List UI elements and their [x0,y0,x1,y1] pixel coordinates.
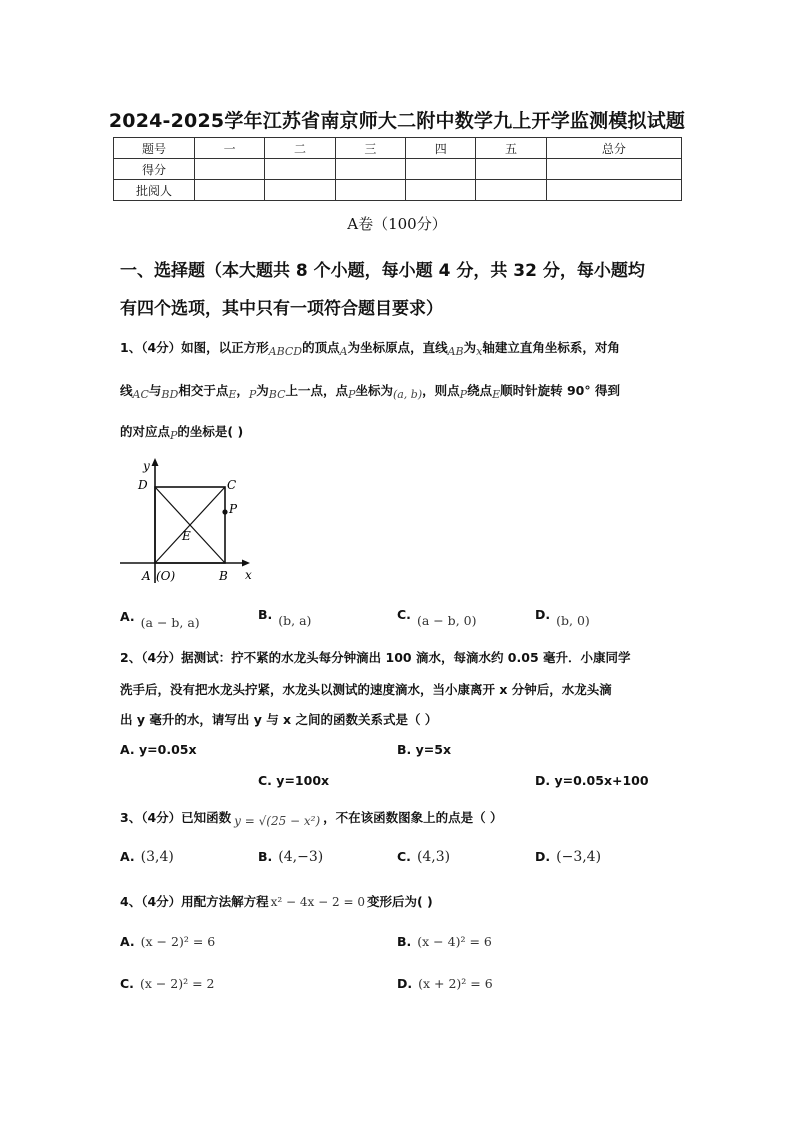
table-cell [265,180,335,201]
q3-text: 3、（4分）已知函数 [120,810,232,825]
score-table [113,137,682,201]
q3-formula: y = √(25 − x²) [234,814,321,828]
table-cell: 批阅人 [114,180,195,201]
q1-text: 的顶点 [302,340,340,355]
table-cell: 得分 [114,159,195,180]
q1-math: A [339,345,348,358]
option-value: (4,3) [416,849,451,865]
q2-line3: 出 y 毫升的水，请写出 y 与 x 之间的函数关系式是（ ） [120,712,438,727]
q3-line [120,808,503,828]
q1-math: P [170,429,178,442]
q1-text: 轴建立直角坐标系，对角 [482,340,620,355]
option-letter: B. [258,849,273,864]
q1-math: ABCD [268,345,303,358]
option-value: (a − b, a) [140,615,200,630]
q1-math: P [248,388,257,401]
table-cell: 三 [335,138,405,159]
score-table-header-row [114,138,682,159]
option-letter: A. [120,742,135,757]
q1-math: AC [132,388,149,401]
q2-option-b[interactable] [397,742,451,757]
option-letter: A. [120,849,135,864]
option-letter: D. [535,773,551,788]
option-letter: C. [120,976,134,991]
table-cell [406,159,476,180]
x-axis-arrow [242,560,250,567]
q1-option-d[interactable] [535,607,590,628]
label-b: B [219,569,228,583]
option-value: (4,−3) [278,849,324,865]
q3-text: ，不在该函数图象上的点是（ ） [323,810,503,825]
q1-line3 [120,422,243,442]
label-x: x [245,568,252,582]
q1-text: 1、（4分）如图，以正方形 [120,340,269,355]
option-letter: C. [397,849,411,864]
table-cell [335,180,405,201]
q1-text: 顺时针旋转 90° 得到 [500,383,620,398]
q1-text: ，则点 [422,383,460,398]
score-table-row [114,180,682,201]
exam-title: 2024-2025学年江苏省南京师大二附中数学九上开学监测模拟试题 [108,110,686,132]
q2-option-d[interactable] [535,773,649,788]
table-cell [546,180,681,201]
q1-text: 与 [148,383,162,398]
option-value: (x − 4)² = 6 [417,934,492,949]
q1-text: ， [236,383,249,398]
section-heading-line1: 一、选择题（本大题共 8 个小题，每小题 4 分，共 32 分，每小题均 [120,261,645,281]
q1-math: BC [268,388,286,401]
q1-math: (a, b) [392,388,423,401]
q1-text: 坐标为 [355,383,393,398]
option-letter: B. [258,607,273,622]
option-letter: D. [535,607,551,622]
option-value: (b, a) [278,613,312,628]
q4-formula: x² − 4x − 2 = 0 [270,895,365,909]
q3-option-c[interactable] [397,849,450,865]
q4-option-b[interactable] [397,934,492,949]
option-letter: C. [397,607,411,622]
point-p [222,509,227,514]
table-cell [476,180,546,201]
option-letter: B. [397,934,412,949]
q2-option-a[interactable] [120,742,197,757]
label-d: D [138,478,148,492]
q3-option-a[interactable] [120,849,174,865]
q1-text: 绕点 [467,383,493,398]
q2-line2: 洗手后，没有把水龙头拧紧，水龙头以测试的速度滴水，当小康离开 x 分钟后，水龙头滴 [120,682,612,697]
q1-math: P [348,388,356,401]
option-letter: A. [120,934,135,949]
section-heading-line2: 有四个选项，其中只有一项符合题目要求） [120,299,443,319]
q2-line1: 2、（4分）据测试：拧不紧的水龙头每分钟滴出 100 滴水，每滴水约 0.05 毫升．小康同学 [120,650,631,665]
label-y: y [143,459,150,473]
q3-option-b[interactable] [258,849,323,865]
q1-text: 为坐标原点，直线 [347,340,448,355]
q1-line1 [120,338,620,358]
table-cell: 总分 [546,138,681,159]
option-letter: A. [120,609,135,624]
option-value: (a − b, 0) [416,613,477,628]
label-e: E [182,529,191,543]
label-o: (O) [156,569,176,583]
q4-option-c[interactable] [120,976,215,991]
q4-option-d[interactable] [397,976,493,991]
q4-text: 4、（4分）用配方法解方程 [120,894,269,909]
table-cell [546,159,681,180]
q1-text: 为 [463,340,477,355]
option-value: y=5x [415,742,452,757]
volume-heading: A卷（100分） [347,215,447,233]
q1-math: E [492,388,501,401]
label-a: A [142,569,151,583]
table-cell: 二 [265,138,335,159]
square-coordinate-figure [118,456,268,588]
q4-line [120,892,433,910]
q2-option-c[interactable] [258,773,329,788]
q1-text: 的对应点 [120,424,171,439]
q1-math: P [459,388,468,401]
table-cell: 题号 [114,138,195,159]
score-table-row [114,159,682,180]
table-cell [335,159,405,180]
q1-text: 线 [120,383,133,398]
q1-math: BD [161,388,179,401]
table-cell [406,180,476,201]
option-value: y=0.05x+100 [554,773,649,788]
table-cell [265,159,335,180]
table-cell [476,159,546,180]
option-value: y=100x [276,773,330,788]
q4-option-a[interactable] [120,934,215,949]
option-value: (x − 2)² = 6 [140,934,216,949]
y-axis-arrow [152,458,159,466]
q1-line2 [120,381,620,401]
q4-text: 变形后为( ) [366,894,433,909]
q1-math: E [228,388,237,401]
table-cell [195,159,265,180]
q1-option-b[interactable] [258,607,312,628]
option-value: (x − 2)² = 2 [139,976,215,991]
table-cell: 五 [476,138,546,159]
option-value: (3,4) [140,849,174,865]
q1-text: 的坐标是( ) [177,424,244,439]
q1-math: AB [447,345,464,358]
q1-text: 为 [256,383,269,398]
q1-text: 相交于点 [178,383,229,398]
table-cell: 四 [406,138,476,159]
label-c: C [227,478,237,492]
table-cell [195,180,265,201]
option-letter: D. [535,849,551,864]
option-letter: D. [397,976,413,991]
option-letter: B. [397,742,412,757]
option-value: y=0.05x [139,742,197,757]
q3-option-d[interactable] [535,849,601,865]
q1-text: 上一点，点 [285,383,349,398]
q1-option-a[interactable] [120,609,200,630]
option-value: (−3,4) [556,849,602,865]
option-value: (x + 2)² = 6 [418,976,493,991]
option-value: (b, 0) [556,613,590,628]
q1-math: x [476,345,483,358]
table-cell: 一 [195,138,265,159]
option-letter: C. [258,773,272,788]
q1-option-c[interactable] [397,607,477,628]
label-p: P [229,502,238,516]
